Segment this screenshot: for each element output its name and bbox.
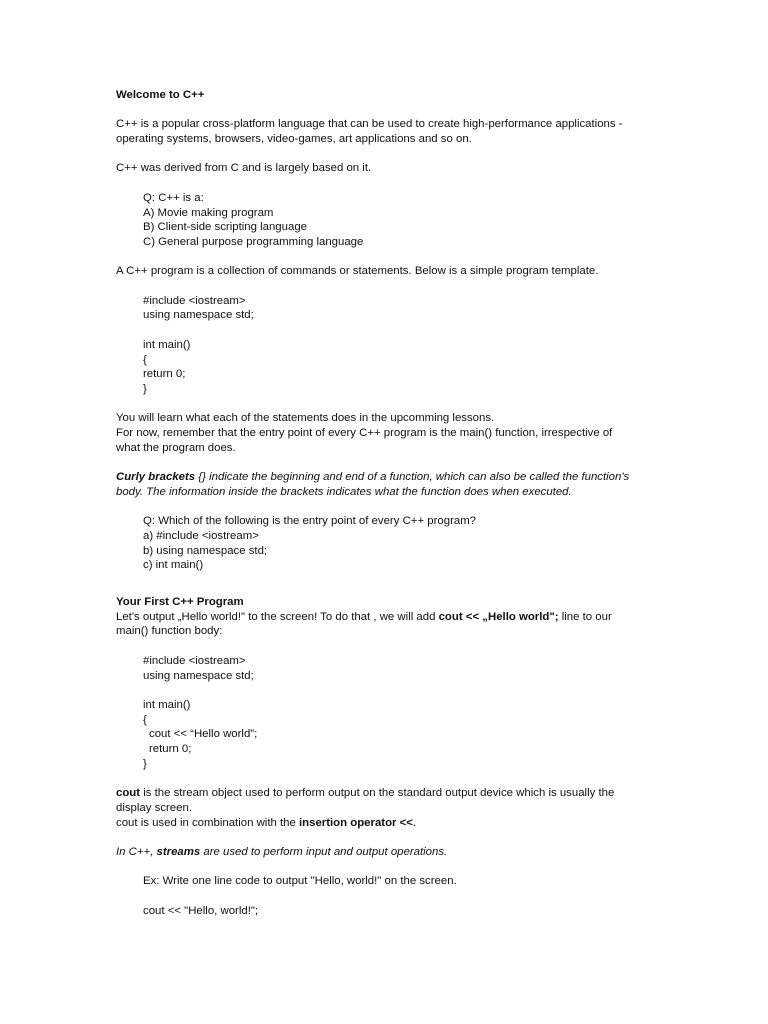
document-page (116, 88, 656, 918)
program-intro-text: A C++ program is a collection of commands or statements. Below is a simple program template. (116, 265, 599, 278)
exercise-prompt: Ex: Write one line code to output "Hello, world!" on the screen. (143, 875, 457, 888)
code-template-1 (116, 294, 656, 397)
quiz-2-option: b) using namespace std; (143, 544, 268, 557)
cout-desc-line-3 (116, 816, 656, 831)
derived-text: C++ was derived from C and is largely based on it. (116, 162, 372, 175)
code-line: } (143, 382, 147, 395)
first-program-line-1 (116, 610, 656, 625)
exercise (116, 874, 656, 918)
code-line: #include <iostream> (143, 654, 246, 667)
code-line: int main() (143, 698, 191, 711)
code-line: cout << “Hello world”; (149, 728, 258, 741)
code-line: } (143, 757, 147, 770)
cout-desc-text: cout is used in combination with the (116, 816, 299, 829)
first-program-text: line to our (558, 610, 612, 623)
insertion-operator-term: insertion operator << (299, 816, 413, 829)
quiz-2-question: Q: Which of the following is the entry point of every C++ program? (143, 515, 477, 528)
quiz-1-option: C) General purpose programming language (143, 235, 364, 248)
quiz-1-question: Q: C++ is a: (143, 191, 204, 204)
curly-brackets-text: {} indicate the beginning and end of a function, which can also be called the function's (195, 471, 630, 484)
learn-line-3: what the program does. (116, 441, 236, 454)
quiz-2-option: c) int main() (143, 559, 204, 572)
streams-line (116, 845, 656, 860)
first-program-line-2: main() function body: (116, 625, 223, 638)
quiz-2-option: a) #include <iostream> (143, 529, 259, 542)
curly-brackets-line-1 (116, 470, 656, 485)
section-heading: Your First C++ Program (116, 596, 244, 609)
streams-text: are used to perform input and output operations. (200, 845, 448, 858)
code-line: int main() (143, 338, 191, 351)
code-line: #include <iostream> (143, 294, 246, 307)
code-template-2 (116, 654, 656, 772)
cout-term: cout (116, 787, 141, 800)
exercise-answer: cout << "Hello, world!"; (143, 904, 259, 917)
first-program-text: Let's output „Hello world!" to the screen! To do that , we will add (116, 610, 439, 623)
streams-term: streams (156, 845, 201, 858)
cout-desc-text: is the stream object used to perform output on the standard output device which is usually the (140, 787, 615, 800)
code-line: return 0; (143, 368, 186, 381)
quiz-1-option: B) Client-side scripting language (143, 221, 307, 234)
code-line: using namespace std; (143, 669, 254, 682)
code-line: { (143, 353, 147, 366)
quiz-2 (116, 514, 656, 573)
page-title: Welcome to C++ (116, 89, 205, 101)
intro-line-1: C++ is a popular cross-platform language that can be used to create high-performance applications - (116, 118, 623, 131)
cout-desc-line-2: display screen. (116, 801, 192, 814)
code-line: { (143, 713, 147, 726)
intro-line-2: operating systems, browsers, video-games, art applications and so on. (116, 133, 472, 146)
cout-desc-text: . (412, 816, 417, 829)
learn-line-2: For now, remember that the entry point of every C++ program is the main() function, irrespective of (116, 427, 613, 440)
inline-code: cout << „Hello world"; (438, 610, 559, 623)
curly-brackets-term: Curly brackets (116, 471, 196, 484)
cout-desc-line-1 (116, 786, 656, 801)
curly-brackets-line-2: body. The information inside the brackets indicates what the function does when executed. (116, 485, 572, 498)
quiz-1 (116, 191, 656, 250)
quiz-1-option: A) Movie making program (143, 206, 274, 219)
streams-text: In C++, (116, 845, 157, 858)
code-line: return 0; (149, 743, 192, 756)
learn-line-1: You will learn what each of the statements does in the upcomming lessons. (116, 412, 495, 425)
code-line: using namespace std; (143, 309, 254, 322)
